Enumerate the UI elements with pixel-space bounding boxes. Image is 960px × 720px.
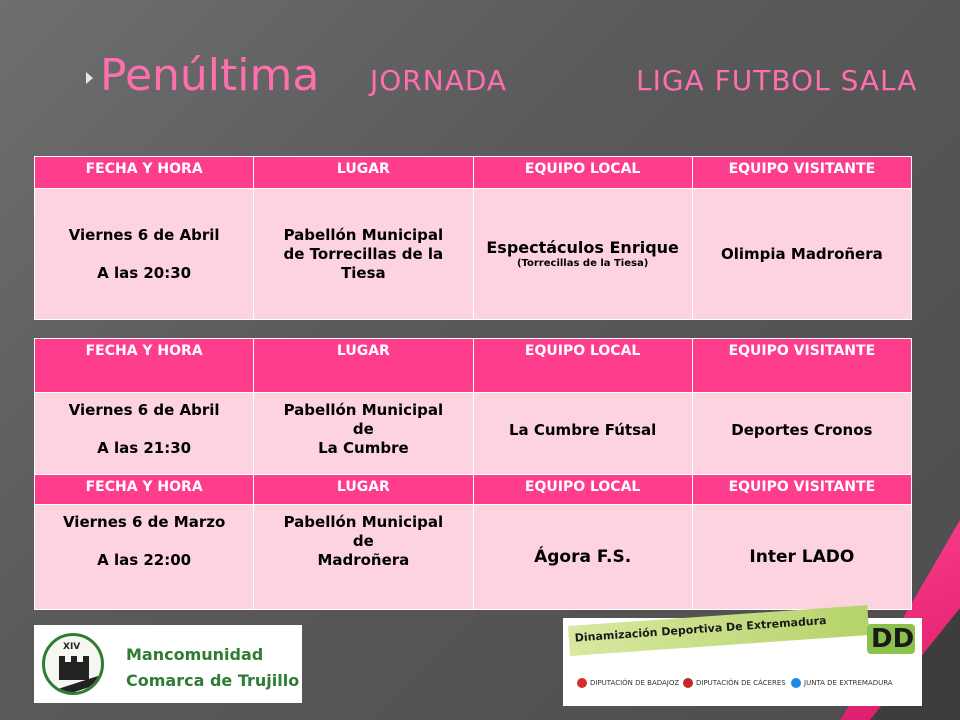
venue-line: de (352, 532, 374, 550)
mancomunidad-logo (34, 625, 302, 703)
dinamizacion-logo (563, 614, 922, 706)
header-row (35, 339, 912, 393)
date-cell (35, 505, 254, 610)
table-row (35, 505, 912, 610)
home-team: Espectáculos Enrique (486, 238, 679, 257)
venue-line: Madroñera (317, 551, 410, 569)
header-fecha: FECHA Y HORA (35, 157, 254, 189)
castle-emblem-icon: XIV (42, 633, 104, 695)
venue-cell (254, 189, 473, 320)
match-time: A las 20:30 (97, 263, 192, 282)
venue-line: La Cumbre (318, 439, 409, 457)
header-row (35, 157, 912, 189)
match-time: A las 21:30 (97, 439, 192, 457)
header-local: EQUIPO LOCAL (473, 339, 692, 393)
away-team-cell (692, 505, 911, 610)
logo-text-line1: Mancomunidad (126, 645, 264, 664)
home-team: La Cumbre Fútsal (508, 421, 657, 439)
header-visitante: EQUIPO VISITANTE (692, 339, 911, 393)
away-team-cell (692, 189, 911, 320)
venue-line: Pabellón Municipal (283, 513, 444, 531)
venue-line: Tiesa (341, 263, 386, 282)
dd-mark-icon: DD (867, 624, 915, 654)
logo-text-line2: Comarca de Trujillo (126, 671, 300, 690)
header-fecha: FECHA Y HORA (35, 475, 254, 505)
bullet-chevron-icon (86, 72, 93, 84)
league-title: LIGA FUTBOL SALA (636, 64, 918, 97)
venue-line: Pabellón Municipal (283, 401, 444, 419)
header-visitante: EQUIPO VISITANTE (692, 475, 911, 505)
venue-cell (254, 505, 473, 610)
home-team-note: (Torrecillas de la Tiesa) (516, 258, 649, 269)
header-local: EQUIPO LOCAL (473, 475, 692, 505)
header-visitante: EQUIPO VISITANTE (692, 157, 911, 189)
slide-title: Penúltima (100, 50, 320, 101)
header-lugar: LUGAR (254, 339, 473, 393)
header-local: EQUIPO LOCAL (473, 157, 692, 189)
home-team: Ágora F.S. (534, 546, 632, 567)
away-team: Olimpia Madroñera (721, 244, 883, 263)
header-row (35, 475, 912, 505)
match-table-3 (34, 474, 912, 610)
header-lugar: LUGAR (254, 475, 473, 505)
institution-badajoz: DIPUTACIÓN DE BADAJOZ (577, 678, 679, 688)
match-time: A las 22:00 (97, 551, 192, 569)
slide-subtitle: JORNADA (370, 64, 508, 97)
match-date: Viernes 6 de Abril (68, 225, 220, 244)
header-lugar: LUGAR (254, 157, 473, 189)
home-team-cell (473, 505, 692, 610)
institution-caceres: DIPUTACIÓN DE CÁCERES (683, 678, 786, 688)
home-team-cell (473, 189, 692, 320)
match-date: Viernes 6 de Marzo (62, 513, 226, 531)
away-team: Inter LADO (749, 546, 855, 567)
away-team: Deportes Cronos (731, 421, 873, 439)
venue-line: Pabellón Municipal (283, 225, 444, 244)
table-row (35, 189, 912, 320)
match-table-1 (34, 156, 912, 320)
venue-line: de (352, 420, 374, 438)
header-fecha: FECHA Y HORA (35, 339, 254, 393)
match-date: Viernes 6 de Abril (68, 401, 220, 419)
logo-banner: Dinamización Deportiva De Extremadura (568, 605, 869, 656)
date-cell (35, 189, 254, 320)
institution-junta: JUNTA DE EXTREMADURA (791, 678, 893, 688)
venue-line: de Torrecillas de la (283, 244, 444, 263)
